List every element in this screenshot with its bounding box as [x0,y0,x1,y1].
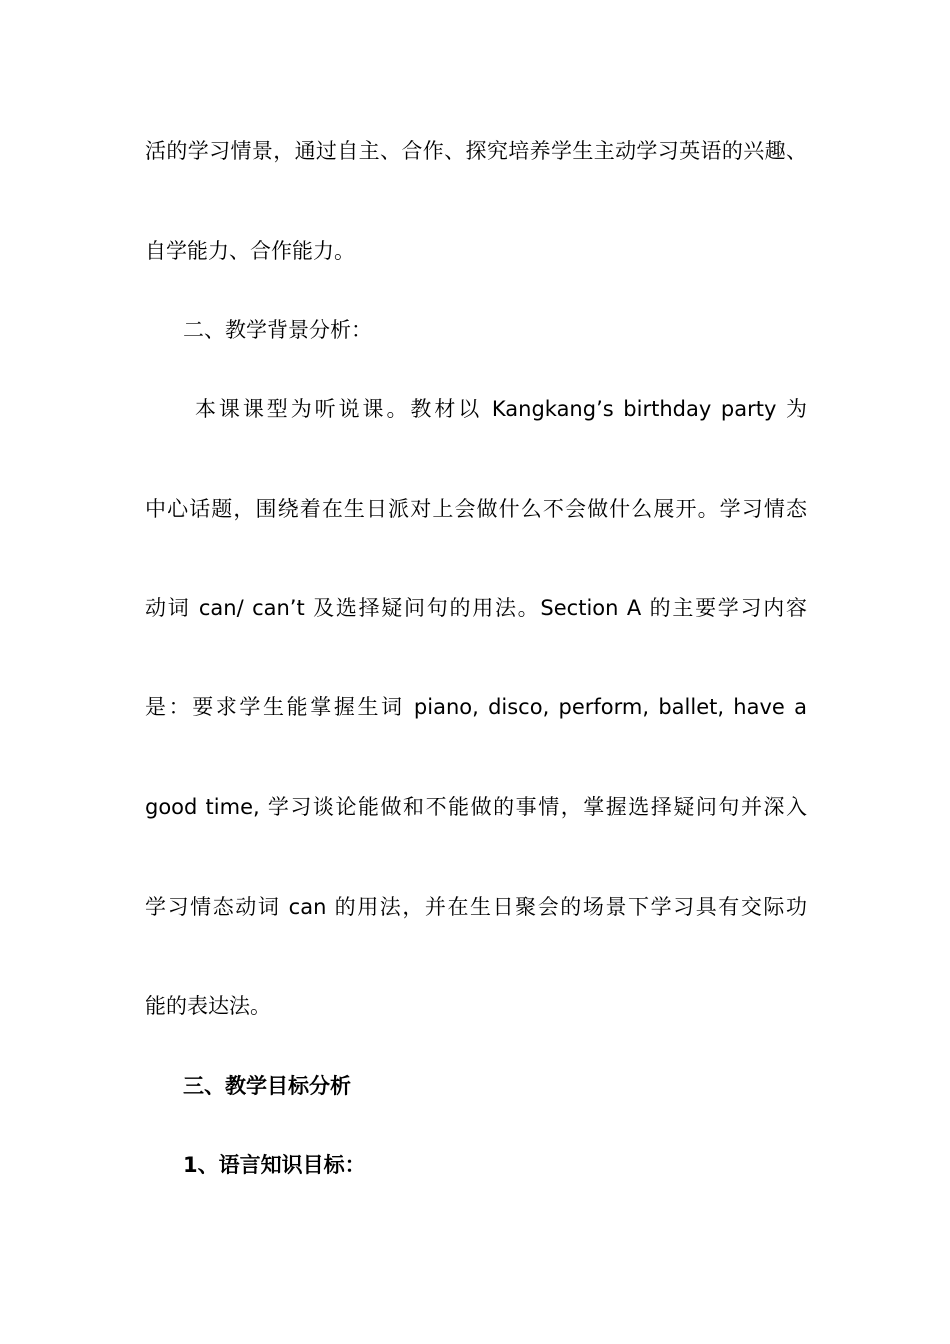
paragraph-line-2: 自学能力、合作能力。 [145,239,355,263]
paragraph-line-1: 活的学习情景，通过自主、合作、探究培养学生主动学习英语的兴趣、 [145,139,807,163]
paragraph-line-7: good time, 学习谈论能做和不能做的事情，掌握选择疑问句并深入 [145,795,807,819]
paragraph-line-5: 动词 can/ can’t 及选择疑问句的用法。Section A 的主要学习内容 [145,596,807,620]
paragraph-line-8: 学习情态动词 can 的用法，并在生日聚会的场景下学习具有交际功 [145,895,807,919]
paragraph-line-3: 本课课型为听说课。教材以 Kangkang’s birthday party 为 [195,397,807,421]
section-heading-objectives: 三、教学目标分析 [183,1074,351,1098]
section-heading-background: 二、教学背景分析： [183,318,372,342]
subheading-language-knowledge: 1、语言知识目标： [183,1153,366,1177]
paragraph-line-4: 中心话题，围绕着在生日派对上会做什么不会做什么展开。学习情态 [145,497,807,521]
paragraph-line-9: 能的表达法。 [145,994,271,1018]
paragraph-line-6: 是：要求学生能掌握生词 piano, disco, perform, ballet, have a [145,695,807,719]
